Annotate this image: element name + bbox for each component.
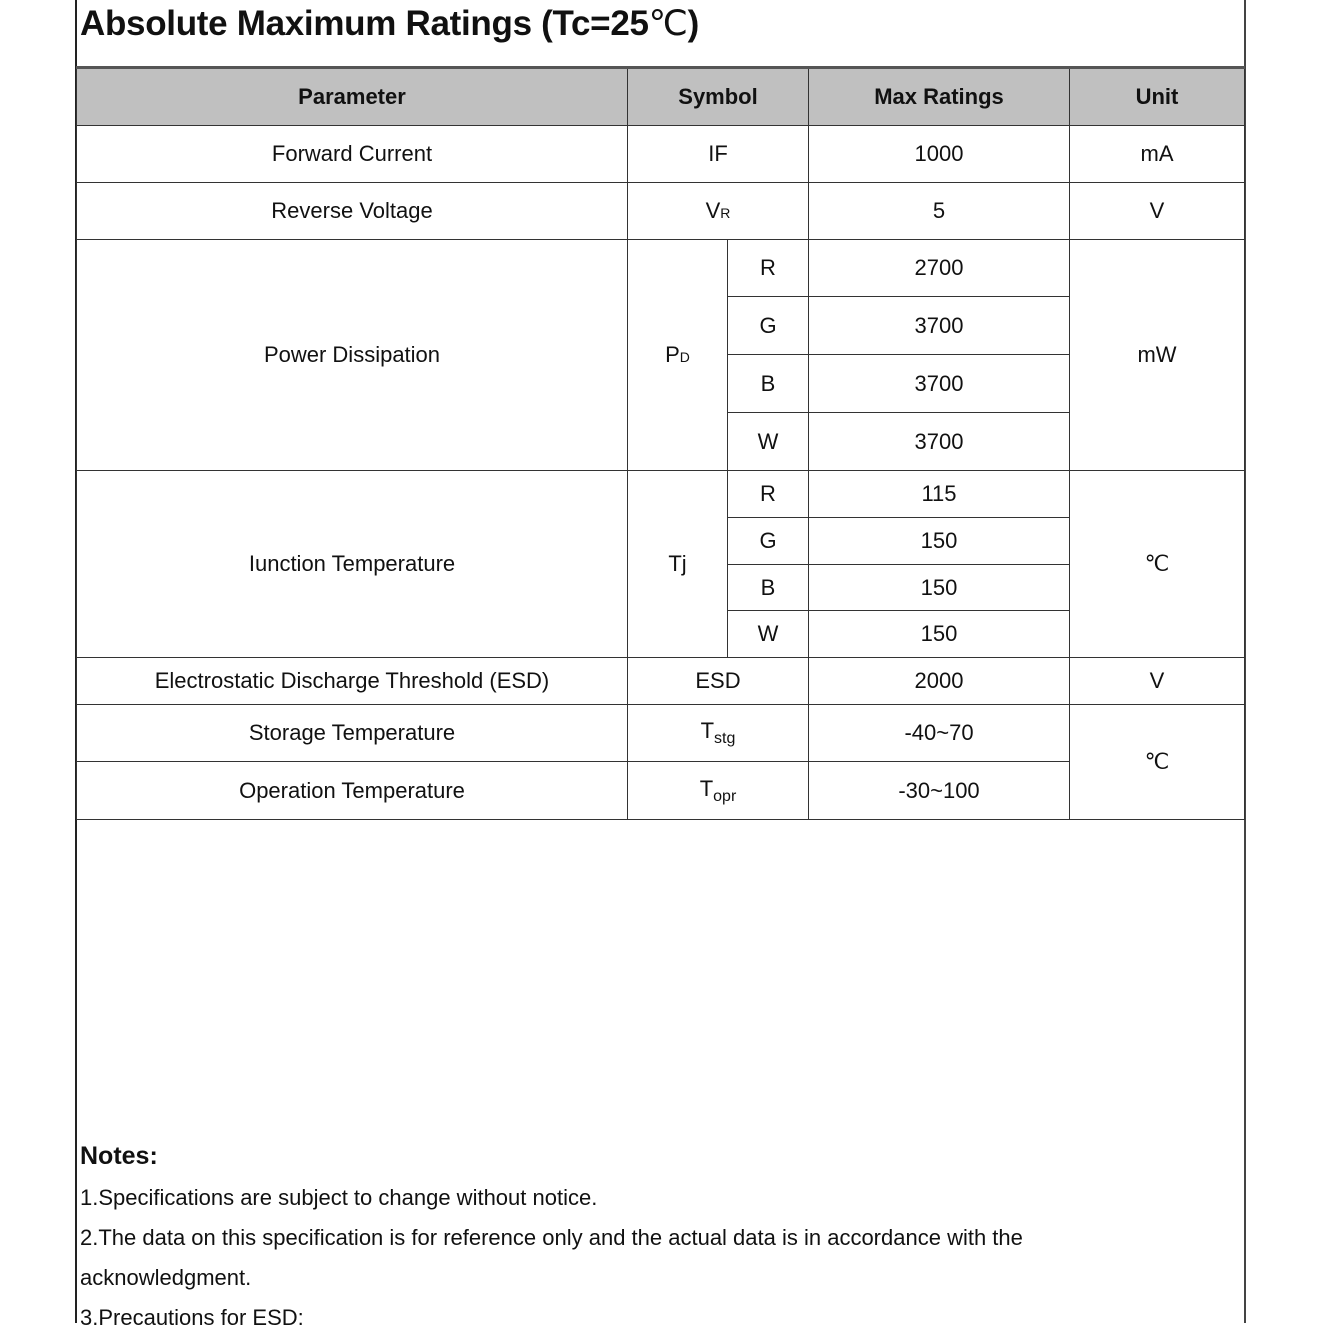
note-item: 3.Precautions for ESD: — [80, 1305, 304, 1330]
color-cell: R — [728, 240, 809, 297]
color-cell: W — [728, 413, 809, 471]
unit-cell: V — [1070, 658, 1245, 705]
symbol-main: T — [699, 775, 714, 801]
value-cell: 150 — [809, 611, 1070, 658]
table-row — [77, 658, 1245, 705]
title-text: Absolute Maximum Ratings (Tc=25 — [80, 4, 649, 43]
parameter-cell: Reverse Voltage — [77, 183, 628, 240]
header-symbol: Symbol — [628, 68, 809, 126]
header-unit: Unit — [1070, 68, 1245, 126]
value-cell: 3700 — [809, 297, 1070, 355]
color-cell: B — [728, 355, 809, 413]
symbol-sub: stg — [714, 730, 736, 747]
parameter-cell: Operation Temperature — [77, 762, 628, 820]
title-close: ) — [687, 4, 700, 43]
table-row — [77, 471, 1245, 518]
header-max-ratings: Max Ratings — [809, 68, 1070, 126]
notes-heading: Notes: — [80, 1142, 158, 1170]
symbol-cell: IF — [628, 126, 809, 183]
unit-cell: mW — [1070, 240, 1245, 471]
symbol-cell: ESD — [628, 658, 809, 705]
value-cell: 150 — [809, 518, 1070, 565]
value-cell: 115 — [809, 471, 1070, 518]
value-cell: 3700 — [809, 355, 1070, 413]
color-cell: W — [728, 611, 809, 658]
symbol-sub: D — [679, 349, 690, 365]
table-row — [77, 183, 1245, 240]
parameter-cell: Electrostatic Discharge Threshold (ESD) — [77, 658, 628, 705]
page-title — [80, 4, 699, 44]
table-row — [77, 705, 1245, 762]
value-cell: 1000 — [809, 126, 1070, 183]
header-parameter: Parameter — [77, 68, 628, 126]
color-cell: R — [728, 471, 809, 518]
symbol-cell — [628, 240, 728, 471]
table-row — [77, 762, 1245, 820]
symbol-cell — [628, 762, 809, 820]
symbol-main: V — [705, 198, 721, 223]
unit-cell: mA — [1070, 126, 1245, 183]
value-cell: 5 — [809, 183, 1070, 240]
symbol-sub: opr — [713, 787, 737, 805]
color-cell: G — [728, 518, 809, 565]
color-cell: B — [728, 565, 809, 611]
note-item: acknowledgment. — [80, 1265, 252, 1290]
value-cell: 3700 — [809, 413, 1070, 471]
value-cell: -40~70 — [809, 705, 1070, 762]
color-cell: G — [728, 297, 809, 355]
table-row — [77, 126, 1245, 183]
value-cell: 2000 — [809, 658, 1070, 705]
parameter-cell: Forward Current — [77, 126, 628, 183]
symbol-cell — [628, 705, 809, 762]
parameter-cell: Iunction Temperature — [77, 471, 628, 658]
note-item: 2.The data on this specification is for reference only and the actual data is in accordance with the — [80, 1225, 1023, 1250]
symbol-cell: Tj — [628, 471, 728, 658]
header-row — [77, 68, 1245, 126]
value-cell: -30~100 — [809, 762, 1070, 820]
unit-cell: V — [1070, 183, 1245, 240]
notes-section — [80, 1136, 1023, 1338]
title-degree: ℃ — [648, 4, 688, 43]
symbol-sub: R — [720, 205, 731, 221]
ratings-table — [76, 66, 1245, 820]
value-cell: 2700 — [809, 240, 1070, 297]
symbol-cell — [628, 183, 809, 240]
value-cell: 150 — [809, 565, 1070, 611]
unit-cell: ℃ — [1070, 471, 1245, 658]
symbol-main: T — [700, 718, 715, 743]
parameter-cell: Storage Temperature — [77, 705, 628, 762]
unit-cell: ℃ — [1070, 705, 1245, 820]
table-row — [77, 240, 1245, 297]
parameter-cell: Power Dissipation — [77, 240, 628, 471]
symbol-main: P — [665, 342, 680, 367]
note-item: 1.Specifications are subject to change without notice. — [80, 1185, 598, 1210]
